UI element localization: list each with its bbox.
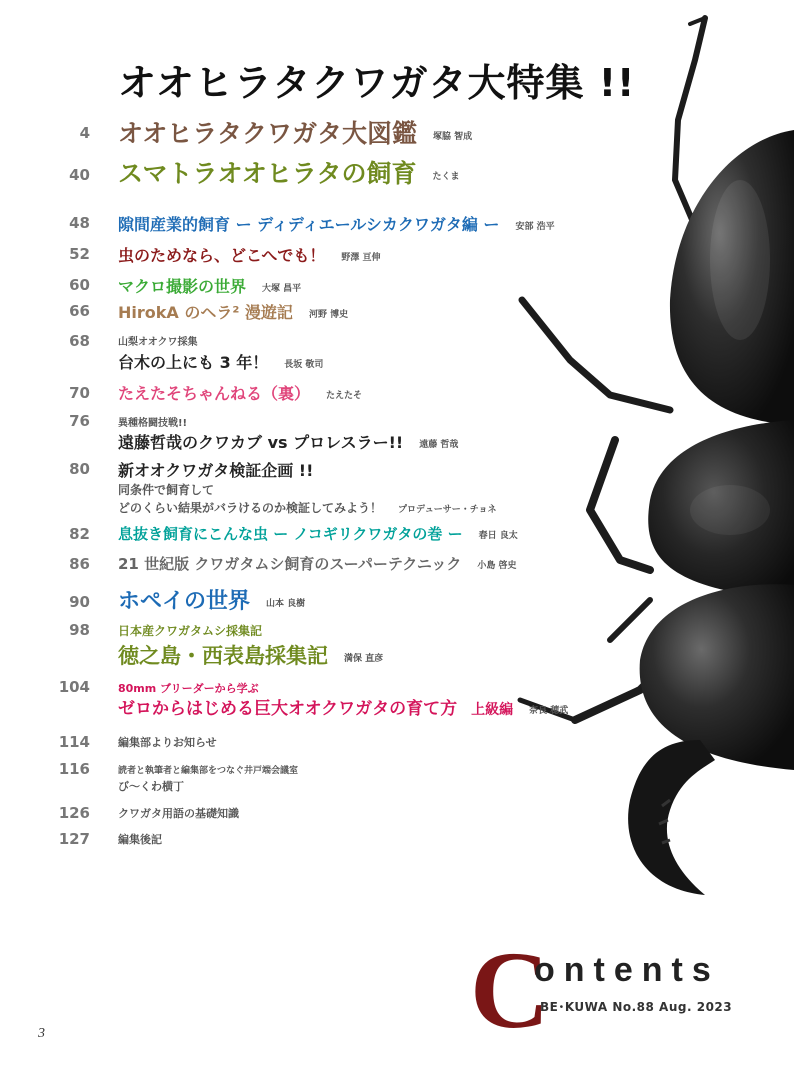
page-number: 70 <box>69 384 90 402</box>
entry-title: 新オオクワガタ検証企画 !! <box>118 461 314 480</box>
toc-entry[interactable] <box>118 243 381 266</box>
entry-author: 奈良 穂武 <box>529 705 569 716</box>
entry-subtitle: 読者と執筆者と編集部をつなぐ井戸端会議室 <box>118 766 299 776</box>
entry-title: ゼロからはじめる巨大オオクワガタの育て方 <box>118 699 458 719</box>
entry-subtitle: 80mm ブリーダーから学ぶ <box>118 682 259 695</box>
entry-title: スマトラオオヒラタの飼育 <box>118 159 417 188</box>
entry-title: 遠藤哲哉のクワカブ vs プロレスラー!! <box>118 433 404 452</box>
entry-title: 徳之島・西表島採集記 <box>118 644 328 668</box>
contents-initial: C <box>470 929 550 1051</box>
entry-title: 隙間産業的飼育 ー ディディエールシカクワガタ編 ー <box>118 215 500 234</box>
entry-title: たえたそちゃんねる（裏） <box>118 384 311 403</box>
entry-title: オオヒラタクワガタ大図鑑 <box>118 119 418 148</box>
page-number: 76 <box>69 412 90 430</box>
toc-entry[interactable] <box>118 430 458 453</box>
page-number: 66 <box>69 302 90 320</box>
entry-title: ホペイの世界 <box>118 589 251 614</box>
entry-author: 野澤 亘伸 <box>341 253 381 263</box>
toc-entry[interactable] <box>118 154 460 190</box>
entry-author: 長坂 敬司 <box>284 360 324 370</box>
entry-line-text: どのくらい結果がバラけるのか検証してみよう！ <box>118 501 383 515</box>
entry-title: び〜くわ横丁 <box>118 780 184 793</box>
entry-title: 21 世紀版 クワガタムシ飼育のスーパーテクニック <box>118 555 462 573</box>
toc-entry[interactable] <box>118 553 516 574</box>
entry-line: 同条件で飼育して <box>118 483 215 497</box>
entry-author: 安部 浩平 <box>515 222 555 232</box>
page-number: 60 <box>69 276 90 294</box>
entry-line <box>118 499 496 516</box>
entry-title: HirokA のヘラ² 漫遊記 <box>118 303 293 322</box>
stag-beetle-image <box>500 0 794 1066</box>
page-number: 52 <box>69 245 90 263</box>
entry-author: たえたそ <box>326 391 363 401</box>
page-number: 126 <box>58 804 90 822</box>
entry-title: 虫のためなら、どこへでも！ <box>118 246 326 265</box>
entry-title: 台木の上にも 3 年！ <box>118 353 269 372</box>
page-number: 90 <box>69 593 90 611</box>
page-number: 98 <box>69 621 90 639</box>
page-folio: 3 <box>38 1026 45 1041</box>
entry-title: 息抜き飼育にこんな虫 ー ノコギリクワガタの巻 ー <box>118 525 463 543</box>
toc-entry[interactable] <box>118 584 305 615</box>
entry-author: 山本 良樹 <box>266 598 306 609</box>
toc-entry[interactable] <box>118 274 301 297</box>
toc-entry[interactable] <box>118 458 313 481</box>
toc-entry[interactable] <box>118 778 184 794</box>
toc-entry[interactable] <box>118 523 518 544</box>
page-number: 82 <box>69 525 90 543</box>
toc-entry[interactable] <box>118 734 217 750</box>
page-number: 104 <box>58 678 90 696</box>
toc-entry[interactable] <box>118 350 323 373</box>
entry-title: クワガタ用語の基礎知識 <box>118 807 239 820</box>
toc-entry[interactable] <box>118 831 162 847</box>
toc-entry[interactable] <box>118 805 239 821</box>
entry-author: プロデューサー・チョネ <box>398 505 497 515</box>
toc-entry[interactable] <box>118 300 348 323</box>
page-number: 80 <box>69 460 90 478</box>
entry-author: 満保 直彦 <box>344 653 384 664</box>
entry-subtitle: 日本産クワガタムシ採集記 <box>118 624 263 638</box>
page-number: 4 <box>79 124 90 142</box>
toc-entry[interactable] <box>118 381 362 404</box>
entry-title: 編集部よりお知らせ <box>118 736 217 749</box>
entry-author: 小島 啓史 <box>477 561 517 571</box>
entry-author: 大塚 昌平 <box>262 284 302 294</box>
toc-entry[interactable] <box>118 640 383 670</box>
entry-subtitle: 山梨オオクワ採集 <box>118 337 198 348</box>
page-number: 68 <box>69 332 90 350</box>
entry-title-suffix: 上級編 <box>471 702 514 718</box>
entry-author: 河野 博史 <box>308 310 349 320</box>
toc-entry[interactable] <box>118 694 568 719</box>
page-number: 86 <box>69 555 90 573</box>
toc-entry[interactable] <box>118 114 472 150</box>
entry-author: 遠藤 哲哉 <box>419 440 459 450</box>
contents-word: ontents <box>534 951 720 989</box>
entry-author: 塚脇 智成 <box>433 131 473 142</box>
page-number: 114 <box>58 733 90 751</box>
page-number: 48 <box>69 214 90 232</box>
entry-author: 春日 良太 <box>478 531 518 541</box>
entry-author: たくま <box>432 171 460 182</box>
entry-title: 編集後記 <box>118 833 162 846</box>
toc-entry[interactable] <box>118 212 555 235</box>
page-number: 127 <box>58 830 90 848</box>
issue-info: BE･KUWA No.88 Aug. 2023 <box>540 1000 733 1014</box>
entry-title: マクロ撮影の世界 <box>118 277 247 296</box>
entry-subtitle: 異種格闘技戦!! <box>118 418 188 429</box>
feature-title: オオヒラタクワガタ大特集 !! <box>118 61 636 105</box>
page-number: 116 <box>58 760 90 778</box>
page-number: 40 <box>69 166 90 184</box>
